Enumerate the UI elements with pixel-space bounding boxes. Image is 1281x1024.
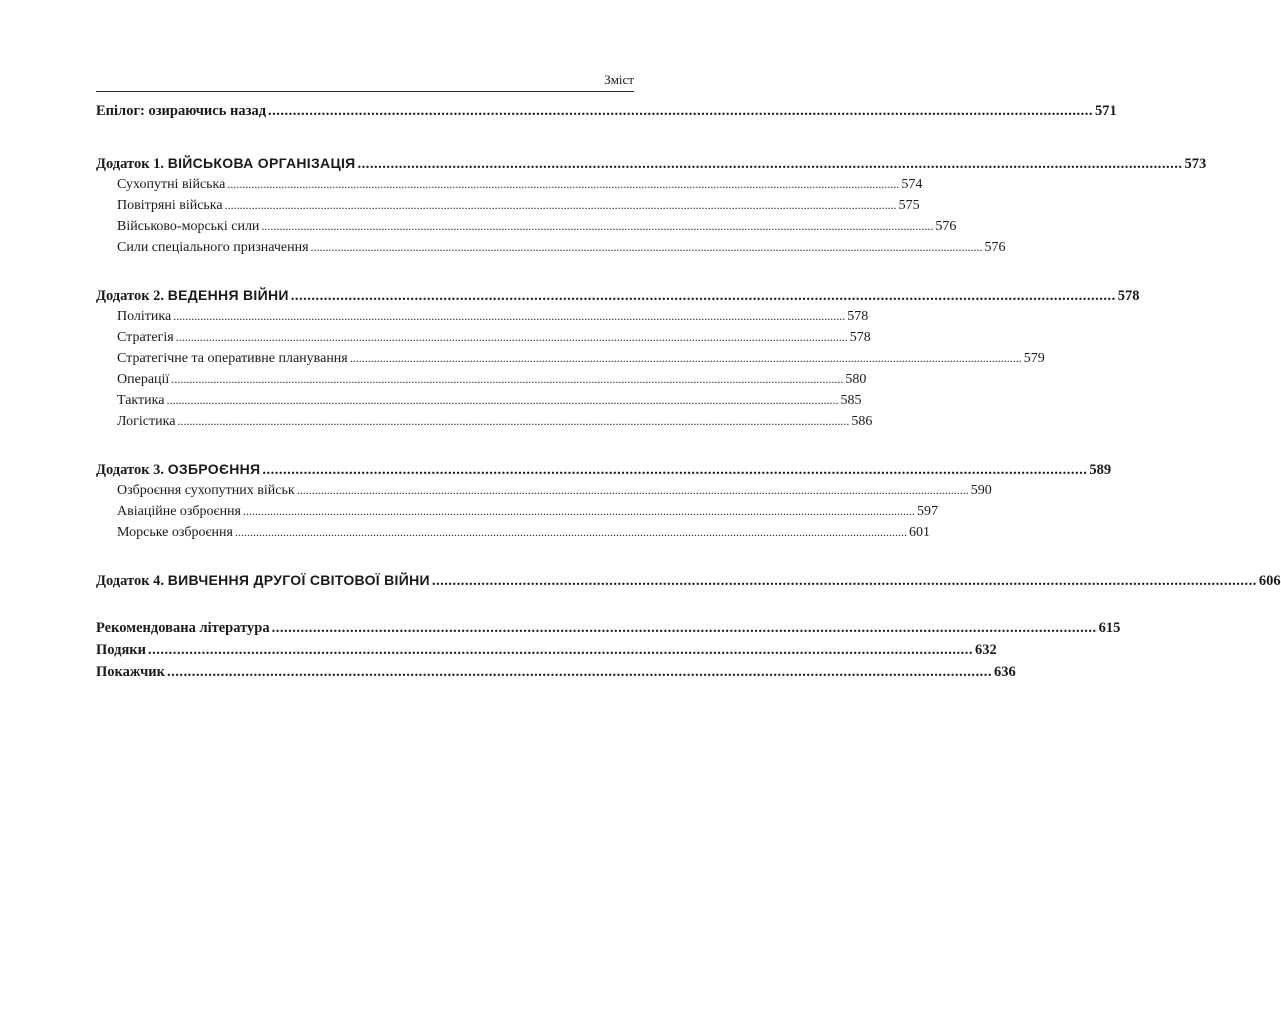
entry-label: Покажчик: [96, 664, 165, 680]
toc-subentry[interactable]: [96, 411, 873, 432]
entry-label: Морське озброєння: [117, 525, 233, 540]
entry-label: Рекомендована література: [96, 620, 270, 636]
entry-page: 578: [847, 309, 869, 324]
appendix-prefix: Додаток 1.: [96, 156, 165, 172]
toc-subentry[interactable]: [96, 306, 869, 327]
entry-label: Авіаційне озброєння: [117, 504, 241, 519]
dot-leader: ........................................................................................................................................................................................................: [431, 573, 1257, 589]
toc-subentry[interactable]: [96, 522, 930, 543]
entry-page: 586: [851, 414, 873, 429]
dot-leader: ................................................................................................................................................................................................................................: [166, 393, 839, 407]
toc-entry-recommended-reading[interactable]: [96, 617, 1121, 639]
table-of-contents: [96, 100, 1281, 683]
entry-page: 571: [1095, 103, 1117, 119]
appendix-title: ВИВЧЕННЯ ДРУГОЇ СВІТОВОЇ ВІЙНИ: [167, 572, 430, 588]
dot-leader: ................................................................................................................................................................................................................................: [177, 414, 850, 428]
toc-subentry[interactable]: [96, 195, 920, 216]
entry-label: [96, 284, 289, 307]
dot-leader: ................................................................................................................................................................................................................................: [224, 198, 897, 212]
entry-page: 590: [970, 483, 992, 498]
entry-label: Політика: [117, 309, 172, 324]
entry-page: 601: [908, 525, 930, 540]
entry-label: Озброєння сухопутних військ: [117, 483, 295, 498]
appendix-prefix: Додаток 2.: [96, 288, 165, 304]
toc-subentry[interactable]: [96, 369, 867, 390]
dot-leader: ................................................................................................................................................................................................................................: [261, 219, 934, 233]
entry-page: 606: [1258, 573, 1281, 589]
appendix-prefix: Додаток 4.: [96, 573, 165, 589]
dot-leader: ........................................................................................................................................................................................................: [262, 462, 1088, 478]
entry-page: 589: [1089, 462, 1112, 478]
running-header: Зміст: [604, 72, 634, 87]
entry-page: 575: [898, 198, 920, 213]
entry-label: [96, 152, 356, 175]
dot-leader: ................................................................................................................................................................................................................................: [349, 351, 1022, 365]
entry-label: Сили спеціального призначення: [117, 240, 309, 255]
toc-subentry[interactable]: [96, 480, 992, 501]
entry-page: 636: [993, 664, 1016, 680]
entry-label: Операції: [117, 372, 170, 387]
dot-leader: ........................................................................................................................................................................................................: [166, 664, 992, 680]
entry-page: 579: [1023, 351, 1045, 366]
toc-subentry[interactable]: [96, 501, 938, 522]
appendix-prefix: Додаток 3.: [96, 462, 165, 478]
entry-page: 576: [935, 219, 957, 234]
entry-label: [96, 458, 260, 481]
toc-subentry[interactable]: [96, 390, 862, 411]
dot-leader: ................................................................................................................................................................................................................................: [173, 309, 846, 323]
dot-leader: ................................................................................................................................................................................................................................: [234, 525, 907, 539]
dot-leader: ................................................................................................................................................................................................................................: [227, 177, 900, 191]
header-rule: [96, 91, 634, 92]
toc-subentry[interactable]: [96, 327, 871, 348]
entry-page: 585: [840, 393, 862, 408]
entry-page: 578: [849, 330, 871, 345]
entry-page: 632: [975, 642, 997, 658]
dot-leader: ........................................................................................................................................................................................................: [271, 620, 1097, 636]
dot-leader: ........................................................................................................................................................................................................: [290, 288, 1116, 304]
entry-page: 597: [917, 504, 938, 519]
entry-page: 576: [984, 240, 1006, 255]
dot-leader: ................................................................................................................................................................................................................................: [171, 372, 844, 386]
appendix-title: ОЗБРОЄННЯ: [167, 461, 261, 477]
entry-page: 574: [901, 177, 923, 192]
dot-leader: ........................................................................................................................................................................................................: [148, 642, 973, 658]
toc-subentry[interactable]: [96, 216, 957, 237]
dot-leader: ........................................................................................................................................................................................................: [268, 103, 1094, 119]
entry-label: Повітряні війська: [117, 198, 223, 213]
toc-subentry[interactable]: [96, 348, 1045, 369]
dot-leader: ........................................................................................................................................................................................................: [357, 156, 1183, 172]
entry-page: 578: [1117, 288, 1140, 304]
entry-page: 573: [1184, 156, 1207, 172]
toc-subentry[interactable]: [96, 174, 923, 195]
toc-subentry[interactable]: [96, 237, 1006, 258]
entry-label: Сухопутні війська: [117, 177, 226, 192]
toc-entry-appendix-3[interactable]: [96, 458, 1112, 480]
entry-label: Тактика: [117, 393, 165, 408]
entry-label: Стратегія: [117, 330, 174, 345]
dot-leader: ................................................................................................................................................................................................................................: [175, 330, 848, 344]
toc-entry-appendix-2[interactable]: [96, 284, 1140, 306]
toc-entry-index[interactable]: [96, 661, 1016, 683]
toc-entry-epilogue[interactable]: [96, 100, 1117, 122]
appendix-title: ВЕДЕННЯ ВІЙНИ: [167, 287, 289, 303]
dot-leader: ................................................................................................................................................................................................................................: [296, 483, 969, 497]
toc-entry-appendix-1[interactable]: [96, 152, 1207, 174]
dot-leader: ................................................................................................................................................................................................................................: [310, 240, 983, 254]
entry-label: Подяки: [96, 642, 146, 658]
entry-label: Епілог: озираючись назад: [96, 103, 267, 119]
entry-page: 580: [845, 372, 867, 387]
toc-entry-acknowledgements[interactable]: [96, 639, 997, 661]
entry-label: Стратегічне та оперативне планування: [117, 351, 348, 366]
entry-label: [96, 569, 430, 592]
dot-leader: ................................................................................................................................................................................................................................: [243, 504, 915, 518]
entry-page: 615: [1098, 620, 1121, 636]
toc-entry-appendix-4[interactable]: [96, 569, 1281, 591]
entry-label: Логістика: [117, 414, 176, 429]
entry-label: Військово-морські сили: [117, 219, 260, 234]
appendix-title: ВІЙСЬКОВА ОРГАНІЗАЦІЯ: [167, 155, 356, 171]
